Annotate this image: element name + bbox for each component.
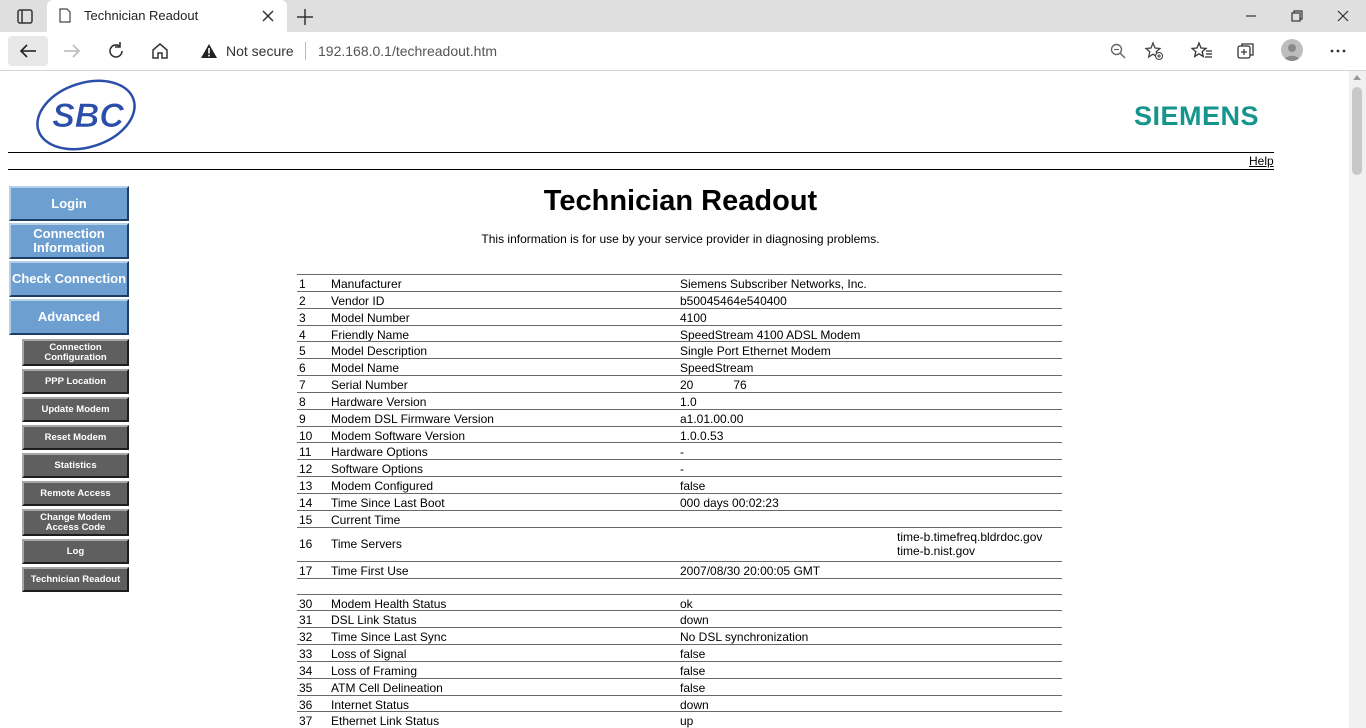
- sbc-logo: [30, 79, 146, 151]
- table-row: [297, 627, 1062, 644]
- connection-information-button[interactable]: Connection Information: [9, 223, 129, 259]
- url-text[interactable]: 192.168.0.1/techreadout.htm: [318, 43, 498, 59]
- row-value: down: [680, 613, 709, 628]
- row-number: 14: [299, 495, 313, 510]
- row-label: Software Options: [331, 462, 424, 477]
- row-label: Internet Status: [331, 697, 410, 712]
- table-row: [297, 392, 1062, 409]
- table-row: [297, 325, 1062, 342]
- readout-table: [297, 274, 1062, 728]
- siemens-logo: SIEMENS: [1134, 101, 1260, 131]
- table-row: [297, 341, 1062, 358]
- collections-icon[interactable]: [1235, 40, 1257, 62]
- ppp-location-button[interactable]: PPP Location: [22, 369, 129, 394]
- row-number: 4: [299, 327, 306, 342]
- row-label: Serial Number: [331, 378, 408, 393]
- row-value: a1.01.00.00: [680, 411, 744, 426]
- row-value: false: [680, 680, 706, 695]
- connection-configuration-button[interactable]: Connection Configuration: [22, 339, 129, 366]
- row-value: b50045464e540400: [680, 293, 787, 308]
- back-button[interactable]: [8, 36, 48, 66]
- row-number: 16: [299, 536, 313, 551]
- address-separator: [305, 42, 306, 60]
- check-connection-button[interactable]: Check Connection: [9, 261, 129, 297]
- change-modem-access-code-button[interactable]: Change Modem Access Code: [22, 509, 129, 536]
- table-row: [297, 476, 1062, 493]
- table-row: [297, 561, 1062, 578]
- row-number: 15: [299, 512, 313, 527]
- row-number: 1: [299, 277, 306, 291]
- minimize-icon[interactable]: [1243, 8, 1259, 24]
- row-label: Model Number: [331, 310, 410, 325]
- technician-readout-button[interactable]: Technician Readout: [22, 567, 129, 592]
- table-row: [297, 308, 1062, 325]
- row-value: ok: [680, 596, 693, 611]
- row-label: Modem Software Version: [331, 428, 466, 443]
- row-value: 2007/08/30 20:00:05 GMT: [680, 563, 821, 578]
- header-rule-bottom: [8, 169, 1274, 170]
- help-link[interactable]: Help: [1249, 154, 1274, 168]
- row-label: DSL Link Status: [331, 613, 417, 628]
- page-subtitle: This information is for use by your service provider in diagnosing problems.: [481, 232, 880, 246]
- row-label: Current Time: [331, 512, 401, 527]
- row-value: -: [680, 462, 684, 477]
- table-row: [297, 661, 1062, 678]
- row-number: 37: [299, 714, 313, 728]
- table-row: [297, 594, 1062, 611]
- table-row: [297, 678, 1062, 695]
- row-value: 4100: [680, 310, 707, 325]
- row-number: 9: [299, 411, 306, 426]
- table-row: [297, 409, 1062, 426]
- row-number: 17: [299, 563, 313, 578]
- statistics-button[interactable]: Statistics: [22, 453, 129, 478]
- table-row: [297, 711, 1062, 728]
- row-value: Single Port Ethernet Modem: [680, 344, 831, 359]
- svg-text:SBC: SBC: [52, 97, 124, 135]
- row-label: Ethernet Link Status: [331, 714, 440, 728]
- browser-tab[interactable]: [47, 0, 287, 32]
- row-value: No DSL synchronization: [680, 630, 809, 645]
- favorites-icon[interactable]: [1191, 40, 1213, 62]
- row-value: SpeedStream: [680, 361, 754, 376]
- row-label: Friendly Name: [331, 327, 410, 342]
- row-label: Time First Use: [331, 563, 409, 578]
- warning-icon[interactable]: [200, 43, 218, 59]
- remote-access-button[interactable]: Remote Access: [22, 481, 129, 506]
- row-label: Time Since Last Boot: [331, 495, 445, 510]
- row-value: 1.0.0.53: [680, 428, 724, 443]
- row-number: 3: [299, 310, 306, 325]
- row-number: 13: [299, 479, 313, 494]
- time-server-primary: time-b.timefreq.bldrdoc.gov: [897, 529, 1043, 544]
- row-value: -: [680, 445, 684, 460]
- time-server-secondary: time-b.nist.gov: [897, 543, 976, 558]
- row-label: ATM Cell Delineation: [331, 680, 443, 695]
- row-number: 11: [299, 445, 312, 460]
- table-row: [297, 610, 1062, 627]
- row-value: 20 76: [680, 378, 747, 393]
- update-modem-button[interactable]: Update Modem: [22, 397, 129, 422]
- browser-toolbar: [0, 32, 1366, 71]
- browser-tab-bar: [0, 0, 1366, 32]
- table-row: [297, 527, 1062, 561]
- table-row: [297, 291, 1062, 308]
- row-value: up: [680, 714, 694, 728]
- row-number: 12: [299, 462, 313, 477]
- zoom-icon[interactable]: [1109, 42, 1127, 60]
- tab-actions-icon[interactable]: [10, 7, 38, 27]
- row-label: Model Name: [331, 361, 400, 376]
- security-label[interactable]: Not secure: [226, 43, 294, 59]
- row-value: SpeedStream 4100 ADSL Modem: [680, 327, 861, 342]
- row-label: Hardware Version: [331, 394, 427, 409]
- address-bar[interactable]: [188, 36, 1168, 66]
- back-arrow-icon: [17, 40, 39, 62]
- row-value: down: [680, 697, 709, 712]
- home-icon[interactable]: [149, 40, 171, 62]
- table-row: [297, 695, 1062, 712]
- row-number: 31: [299, 613, 313, 628]
- row-label: Modem Configured: [331, 479, 434, 494]
- close-window-icon[interactable]: [1335, 8, 1351, 24]
- row-number: 33: [299, 647, 313, 662]
- reset-modem-button[interactable]: Reset Modem: [22, 425, 129, 450]
- page-content: [0, 71, 1349, 728]
- forward-arrow-icon[interactable]: [61, 40, 83, 62]
- row-label: Time Since Last Sync: [331, 630, 447, 645]
- row-number: 35: [299, 680, 313, 695]
- table-row: [297, 493, 1062, 510]
- log-button[interactable]: Log: [22, 539, 129, 564]
- table-row: [297, 644, 1062, 661]
- table-row: [297, 274, 1062, 291]
- tab-title: Technician Readout: [84, 8, 199, 23]
- row-label: Vendor ID: [331, 293, 385, 308]
- table-row: [297, 459, 1062, 476]
- row-value: false: [680, 663, 706, 678]
- row-label: Hardware Options: [331, 445, 428, 460]
- row-number: 7: [299, 378, 306, 393]
- row-number: 8: [299, 394, 306, 409]
- more-options-icon[interactable]: [1327, 40, 1349, 62]
- row-value: 000 days 00:02:23: [680, 495, 779, 510]
- time-server-list: [897, 530, 1042, 558]
- row-label: Model Description: [331, 344, 428, 359]
- new-tab-icon[interactable]: [294, 6, 316, 28]
- scroll-up-icon[interactable]: [1353, 75, 1361, 80]
- profile-icon: [1281, 39, 1303, 61]
- row-number: 36: [299, 697, 313, 712]
- table-spacer: [297, 578, 1062, 594]
- login-button[interactable]: Login: [9, 186, 129, 221]
- row-value: 1.0: [680, 394, 697, 409]
- table-row: [297, 358, 1062, 375]
- row-number: 32: [299, 630, 313, 645]
- row-value: false: [680, 479, 706, 494]
- row-value: Siemens Subscriber Networks, Inc.: [680, 277, 867, 291]
- row-number: 34: [299, 663, 313, 678]
- header-rule-top: [8, 152, 1274, 153]
- row-label: Time Servers: [331, 536, 402, 551]
- row-number: 10: [299, 428, 313, 443]
- scroll-thumb[interactable]: [1352, 87, 1362, 175]
- row-number: 30: [299, 596, 313, 611]
- table-row: [297, 375, 1062, 392]
- row-label: Loss of Framing: [331, 663, 418, 678]
- refresh-icon[interactable]: [105, 40, 127, 62]
- table-row: [297, 426, 1062, 443]
- add-favorite-icon[interactable]: [1144, 41, 1164, 61]
- close-tab-icon[interactable]: [260, 8, 276, 24]
- profile-avatar[interactable]: [1281, 39, 1303, 61]
- table-row: [297, 510, 1062, 527]
- row-label: Loss of Signal: [331, 647, 407, 662]
- restore-icon[interactable]: [1289, 8, 1305, 24]
- row-number: 5: [299, 344, 306, 359]
- row-label: Modem Health Status: [331, 596, 447, 611]
- row-label: Modem DSL Firmware Version: [331, 411, 494, 426]
- advanced-button[interactable]: Advanced: [9, 299, 129, 335]
- table-row: [297, 442, 1062, 459]
- row-value: false: [680, 647, 706, 662]
- row-number: 6: [299, 361, 306, 376]
- row-label: Manufacturer: [331, 277, 402, 291]
- row-number: 2: [299, 293, 306, 308]
- page-icon: [59, 8, 71, 23]
- page-title: Technician Readout: [543, 185, 818, 217]
- page-scrollbar[interactable]: [1349, 71, 1366, 728]
